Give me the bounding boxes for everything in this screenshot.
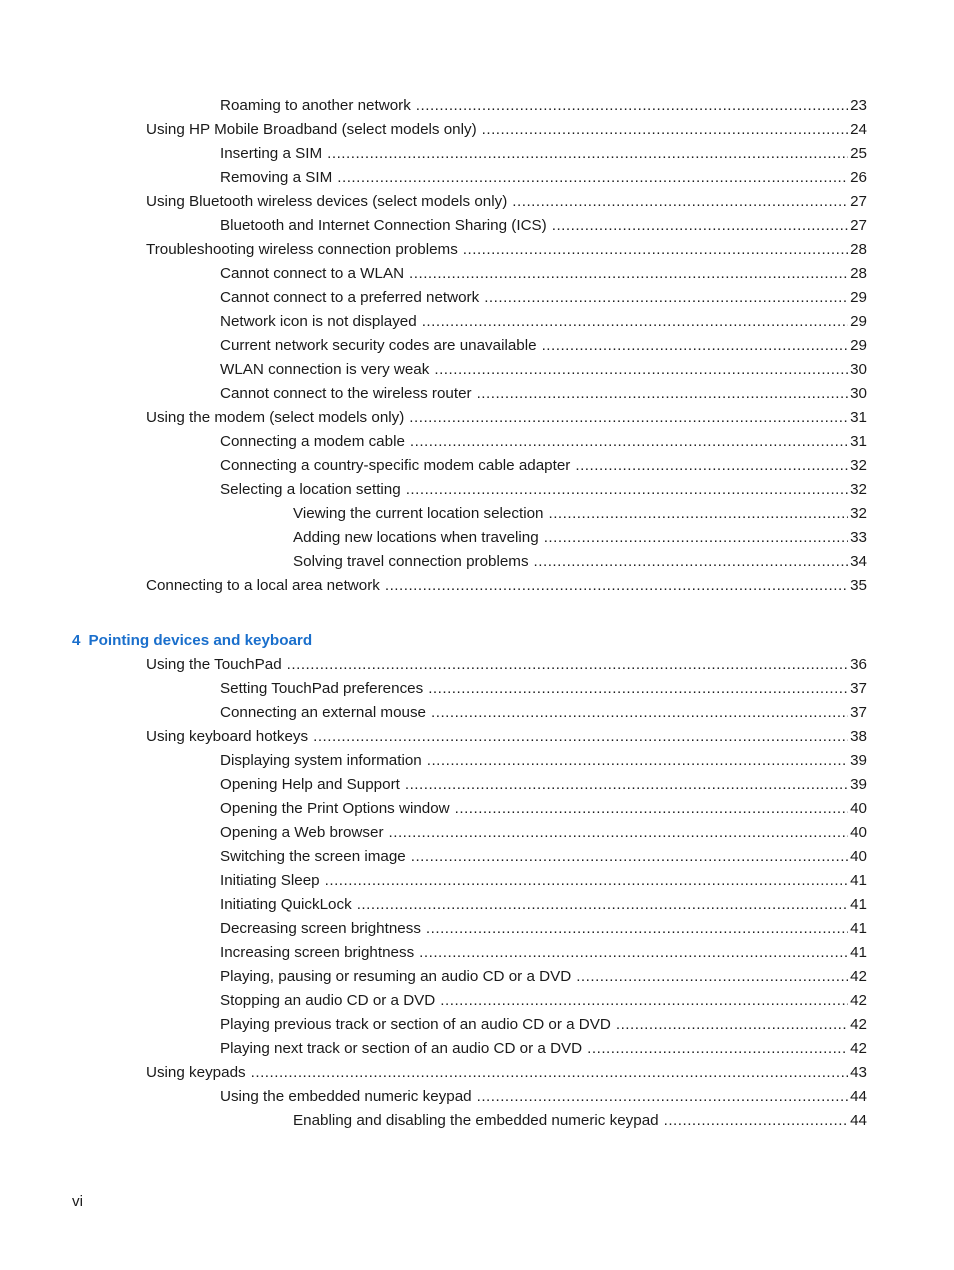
toc-entry[interactable]: Viewing the current location selection ..... 32 (0, 502, 954, 526)
toc-entry[interactable]: Opening a Web browser ..... 40 (0, 821, 954, 845)
toc-entry[interactable]: Selecting a location setting ..... 32 (0, 478, 954, 502)
toc-entry[interactable]: Using Bluetooth wireless devices (select models only) ..... 27 (0, 190, 954, 214)
toc-entry[interactable]: WLAN connection is very weak ..... 30 (0, 358, 954, 382)
toc-entry[interactable]: Switching the screen image ..... 40 (0, 845, 954, 869)
toc-entry[interactable]: Stopping an audio CD or a DVD ..... 42 (0, 989, 954, 1013)
toc-entry[interactable]: Opening Help and Support ..... 39 (0, 773, 954, 797)
toc-entry[interactable]: Using keypads ..... 43 (0, 1061, 954, 1085)
table-of-contents (0, 94, 954, 1133)
toc-entry[interactable]: Removing a SIM ..... 26 (0, 166, 954, 190)
toc-entry[interactable]: Opening the Print Options window ..... 40 (0, 797, 954, 821)
toc-entry[interactable]: Cannot connect to the wireless router ..... 30 (0, 382, 954, 406)
toc-entry[interactable]: Increasing screen brightness ..... 41 (0, 941, 954, 965)
toc-entry[interactable]: Cannot connect to a preferred network ..... 29 (0, 286, 954, 310)
toc-entry[interactable]: Enabling and disabling the embedded numeric keypad ..... 44 (0, 1109, 954, 1133)
chapter-number: 4 (72, 632, 81, 649)
toc-entry[interactable]: Using HP Mobile Broadband (select models only) ..... 24 (0, 118, 954, 142)
toc-entry[interactable]: Inserting a SIM ..... 25 (0, 142, 954, 166)
toc-entry[interactable]: Playing, pausing or resuming an audio CD or a DVD ..... 42 (0, 965, 954, 989)
toc-entry[interactable]: Solving travel connection problems ..... 34 (0, 550, 954, 574)
toc-entry[interactable]: Connecting a modem cable ..... 31 (0, 430, 954, 454)
toc-entry[interactable]: Setting TouchPad preferences ..... 37 (0, 677, 954, 701)
toc-entry[interactable]: Bluetooth and Internet Connection Sharing (ICS) ..... 27 (0, 214, 954, 238)
toc-entry[interactable]: Decreasing screen brightness ..... 41 (0, 917, 954, 941)
toc-entry[interactable]: Cannot connect to a WLAN ..... 28 (0, 262, 954, 286)
toc-entry[interactable]: Initiating QuickLock ..... 41 (0, 893, 954, 917)
toc-entry[interactable]: Playing previous track or section of an audio CD or a DVD ..... 42 (0, 1013, 954, 1037)
toc-entry[interactable]: Connecting to a local area network ..... 35 (0, 574, 954, 598)
page-number-footer: vi (72, 1193, 83, 1210)
toc-entry[interactable]: Using the embedded numeric keypad ..... 44 (0, 1085, 954, 1109)
toc-entry[interactable]: Current network security codes are unavailable ..... 29 (0, 334, 954, 358)
toc-entry[interactable]: Using the TouchPad ..... 36 (0, 653, 954, 677)
toc-entry[interactable]: Using keyboard hotkeys ..... 38 (0, 725, 954, 749)
toc-entry[interactable]: Adding new locations when traveling ..... 33 (0, 526, 954, 550)
chapter-title: Pointing devices and keyboard (88, 632, 313, 649)
toc-entry[interactable]: Connecting a country-specific modem cable adapter ..... 32 (0, 454, 954, 478)
chapter-heading[interactable] (0, 629, 954, 653)
toc-entry[interactable]: Roaming to another network ..... 23 (0, 94, 954, 118)
toc-entry[interactable]: Using the modem (select models only) ..... 31 (0, 406, 954, 430)
toc-entry[interactable]: Displaying system information ..... 39 (0, 749, 954, 773)
toc-entry[interactable]: Troubleshooting wireless connection problems ..... 28 (0, 238, 954, 262)
toc-entry[interactable]: Connecting an external mouse ..... 37 (0, 701, 954, 725)
toc-entry[interactable]: Initiating Sleep ..... 41 (0, 869, 954, 893)
toc-entry[interactable]: Network icon is not displayed ..... 29 (0, 310, 954, 334)
toc-entry[interactable]: Playing next track or section of an audio CD or a DVD ..... 42 (0, 1037, 954, 1061)
